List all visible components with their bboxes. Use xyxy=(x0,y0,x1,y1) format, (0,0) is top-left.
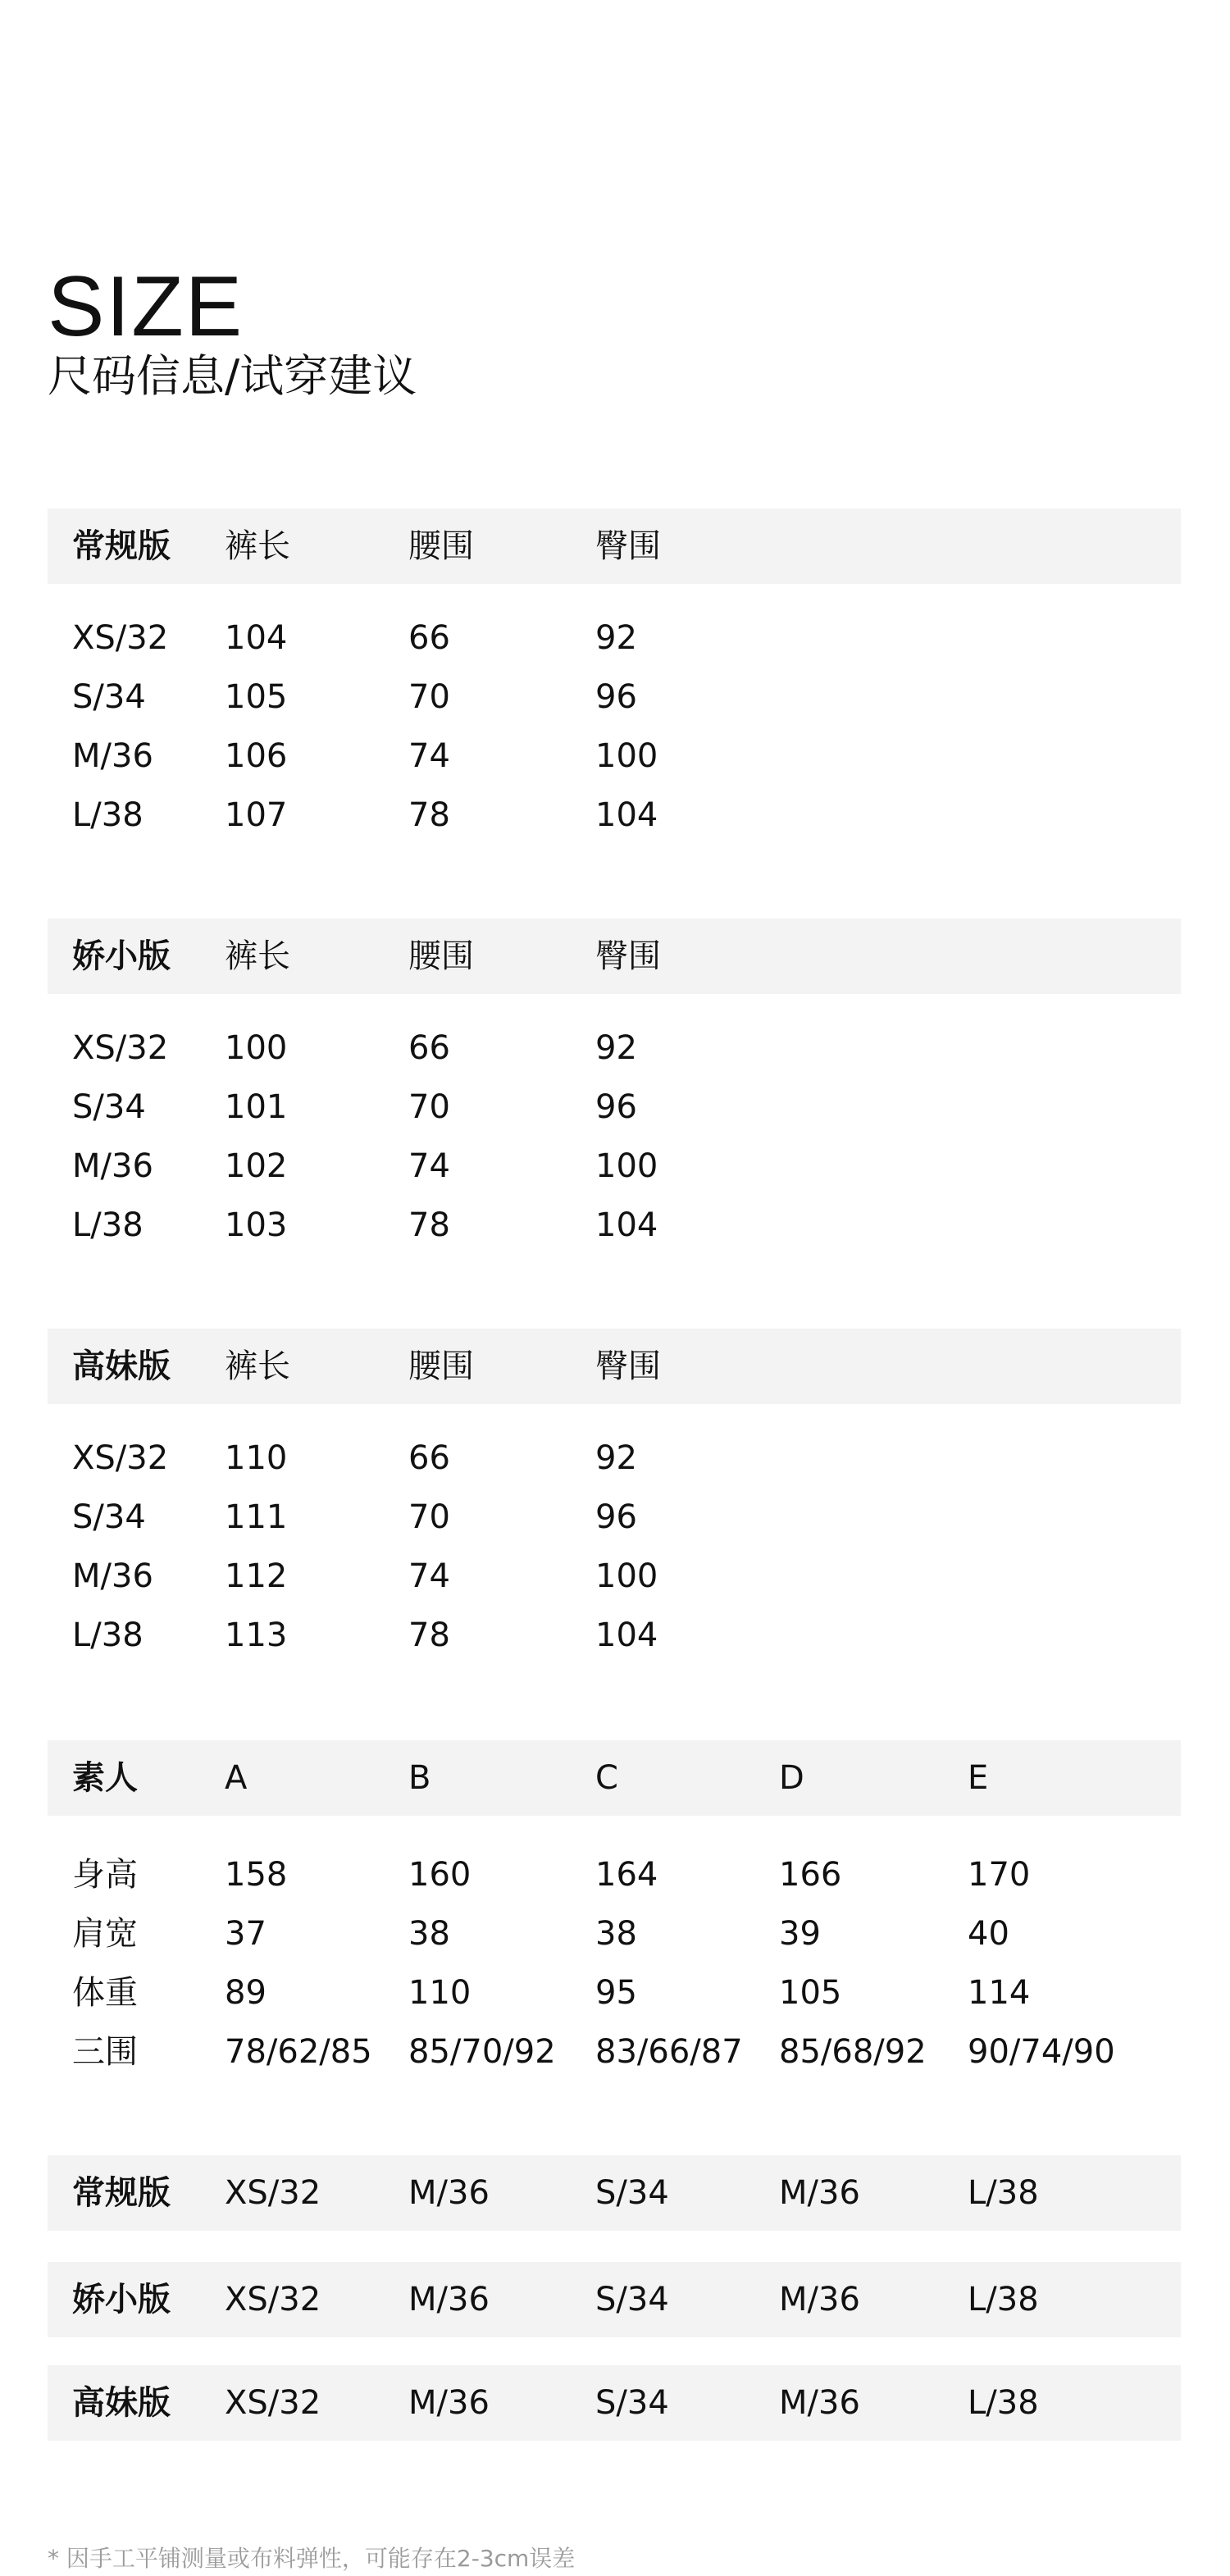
table-cell: 170 xyxy=(968,1856,1031,1894)
table-cell: M/36 xyxy=(72,737,153,775)
table-header-cell: 裤长 xyxy=(225,937,290,975)
table-cell: M/36 xyxy=(408,2384,490,2422)
recommendation-row-tall xyxy=(48,2365,1181,2441)
table-cell: 三围 xyxy=(72,2033,138,2071)
recommendation-row-regular xyxy=(48,2155,1181,2231)
table-cell: 105 xyxy=(779,1974,842,2012)
table-cell: XS/32 xyxy=(225,2384,321,2422)
table-cell: 78 xyxy=(408,1206,450,1244)
table-header-cell: 素人 xyxy=(72,1759,138,1797)
table-cell: 111 xyxy=(225,1498,288,1536)
table-cell: 110 xyxy=(225,1439,288,1477)
models-table-body xyxy=(48,1845,1181,2081)
table-cell: XS/32 xyxy=(225,2281,321,2318)
table-row xyxy=(48,668,1181,727)
table-cell: L/38 xyxy=(968,2174,1039,2212)
table-header-cell: 裤长 xyxy=(225,527,290,565)
table-cell: 100 xyxy=(595,1147,658,1185)
table-header-cell: 臀围 xyxy=(595,527,661,565)
table-cell: 37 xyxy=(225,1915,266,1953)
table-header-cell: 臀围 xyxy=(595,937,661,975)
table-cell: 85/68/92 xyxy=(779,2033,927,2071)
table-cell: 100 xyxy=(595,1557,658,1595)
table-row xyxy=(48,1137,1181,1196)
table-row xyxy=(48,1547,1181,1606)
table-cell: 160 xyxy=(408,1856,472,1894)
table-cell: 肩宽 xyxy=(72,1915,138,1953)
table-cell: S/34 xyxy=(72,1088,146,1126)
table-cell: XS/32 xyxy=(72,1439,169,1477)
table-cell: 158 xyxy=(225,1856,288,1894)
table-row xyxy=(48,727,1181,786)
table-cell: 100 xyxy=(225,1029,288,1067)
table-row xyxy=(48,1963,1181,2022)
table-cell: 89 xyxy=(225,1974,266,2012)
table-cell: 106 xyxy=(225,737,288,775)
table-cell: 103 xyxy=(225,1206,288,1244)
table-header-cell: 常规版 xyxy=(72,527,171,565)
table-cell: L/38 xyxy=(72,1206,144,1244)
table-cell: 66 xyxy=(408,1439,450,1477)
table-cell: S/34 xyxy=(595,2384,669,2422)
table-cell: 78 xyxy=(408,1616,450,1654)
table-header-cell: A xyxy=(225,1759,248,1797)
size-table-body-tall xyxy=(48,1429,1181,1665)
table-cell: 39 xyxy=(779,1915,821,1953)
table-header-cell: C xyxy=(595,1759,618,1797)
table-row xyxy=(48,2022,1181,2081)
table-cell: 105 xyxy=(225,678,288,716)
table-cell: 96 xyxy=(595,1088,637,1126)
table-cell: L/38 xyxy=(72,796,144,834)
table-cell: M/36 xyxy=(408,2281,490,2318)
table-cell: 体重 xyxy=(72,1974,138,2012)
models-table-header xyxy=(48,1740,1181,1816)
table-cell: 66 xyxy=(408,1029,450,1067)
size-table-header-petite xyxy=(48,919,1181,994)
table-cell: 70 xyxy=(408,1088,450,1126)
table-cell: 74 xyxy=(408,737,450,775)
size-table-body-regular xyxy=(48,609,1181,845)
table-cell: S/34 xyxy=(595,2174,669,2212)
table-cell: 70 xyxy=(408,1498,450,1536)
table-row xyxy=(48,1078,1181,1137)
table-cell: 74 xyxy=(408,1147,450,1185)
table-cell: 101 xyxy=(225,1088,288,1126)
table-row xyxy=(48,1845,1181,1904)
table-cell: 113 xyxy=(225,1616,288,1654)
table-cell: 娇小版 xyxy=(72,2281,171,2318)
table-cell: 66 xyxy=(408,619,450,657)
table-row xyxy=(48,1488,1181,1547)
table-cell: M/36 xyxy=(72,1557,153,1595)
table-cell: S/34 xyxy=(72,678,146,716)
table-cell: 90/74/90 xyxy=(968,2033,1115,2071)
table-cell: XS/32 xyxy=(72,619,169,657)
table-header-cell: 裤长 xyxy=(225,1347,290,1385)
table-cell: M/36 xyxy=(779,2174,860,2212)
table-cell: 114 xyxy=(968,1974,1031,2012)
page-title: SIZE xyxy=(48,259,244,354)
table-cell: L/38 xyxy=(968,2281,1039,2318)
table-row xyxy=(48,786,1181,845)
table-header-cell: 高妹版 xyxy=(72,1347,171,1385)
table-cell: 95 xyxy=(595,1974,637,2012)
table-cell: 高妹版 xyxy=(72,2384,171,2422)
table-row xyxy=(48,1429,1181,1488)
table-cell: 38 xyxy=(595,1915,637,1953)
table-cell: XS/32 xyxy=(225,2174,321,2212)
table-cell: 102 xyxy=(225,1147,288,1185)
table-cell: 96 xyxy=(595,678,637,716)
table-cell: 166 xyxy=(779,1856,842,1894)
table-cell: 70 xyxy=(408,678,450,716)
table-row xyxy=(48,1196,1181,1255)
table-header-cell: 娇小版 xyxy=(72,937,171,975)
table-row xyxy=(48,609,1181,668)
table-cell: L/38 xyxy=(968,2384,1039,2422)
table-cell: M/36 xyxy=(779,2384,860,2422)
table-cell: 常规版 xyxy=(72,2174,171,2212)
table-cell: 85/70/92 xyxy=(408,2033,556,2071)
table-header-cell: B xyxy=(408,1759,431,1797)
size-table-header-tall xyxy=(48,1329,1181,1404)
table-cell: 78/62/85 xyxy=(225,2033,372,2071)
size-table-body-petite xyxy=(48,1019,1181,1255)
table-header-cell: D xyxy=(779,1759,804,1797)
table-cell: S/34 xyxy=(595,2281,669,2318)
table-cell: 40 xyxy=(968,1915,1009,1953)
table-cell: M/36 xyxy=(408,2174,490,2212)
table-header-cell: E xyxy=(968,1759,989,1797)
table-cell: 107 xyxy=(225,796,288,834)
table-row xyxy=(48,1904,1181,1963)
table-cell: 74 xyxy=(408,1557,450,1595)
table-header-cell: 腰围 xyxy=(408,1347,474,1385)
table-cell: 104 xyxy=(595,796,658,834)
table-cell: 164 xyxy=(595,1856,658,1894)
table-cell: M/36 xyxy=(779,2281,860,2318)
table-cell: 92 xyxy=(595,619,637,657)
table-cell: S/34 xyxy=(72,1498,146,1536)
table-cell: M/36 xyxy=(72,1147,153,1185)
table-cell: L/38 xyxy=(72,1616,144,1654)
table-row xyxy=(48,1019,1181,1078)
table-cell: 100 xyxy=(595,737,658,775)
table-cell: 身高 xyxy=(72,1856,138,1894)
table-cell: 104 xyxy=(225,619,288,657)
table-cell: 38 xyxy=(408,1915,450,1953)
footnote: * 因手工平铺测量或布料弹性，可能存在2-3cm误差 xyxy=(48,2545,576,2572)
table-cell: 104 xyxy=(595,1616,658,1654)
table-cell: 112 xyxy=(225,1557,288,1595)
table-cell: 96 xyxy=(595,1498,637,1536)
recommendation-row-petite xyxy=(48,2262,1181,2337)
table-cell: 92 xyxy=(595,1029,637,1067)
table-cell: XS/32 xyxy=(72,1029,169,1067)
table-cell: 83/66/87 xyxy=(595,2033,743,2071)
table-header-cell: 腰围 xyxy=(408,527,474,565)
table-cell: 78 xyxy=(408,796,450,834)
size-table-header-regular xyxy=(48,508,1181,584)
table-cell: 92 xyxy=(595,1439,637,1477)
page-subtitle: 尺码信息/试穿建议 xyxy=(48,350,417,402)
table-row xyxy=(48,1606,1181,1665)
table-cell: 110 xyxy=(408,1974,472,2012)
table-header-cell: 臀围 xyxy=(595,1347,661,1385)
table-cell: 104 xyxy=(595,1206,658,1244)
table-header-cell: 腰围 xyxy=(408,937,474,975)
